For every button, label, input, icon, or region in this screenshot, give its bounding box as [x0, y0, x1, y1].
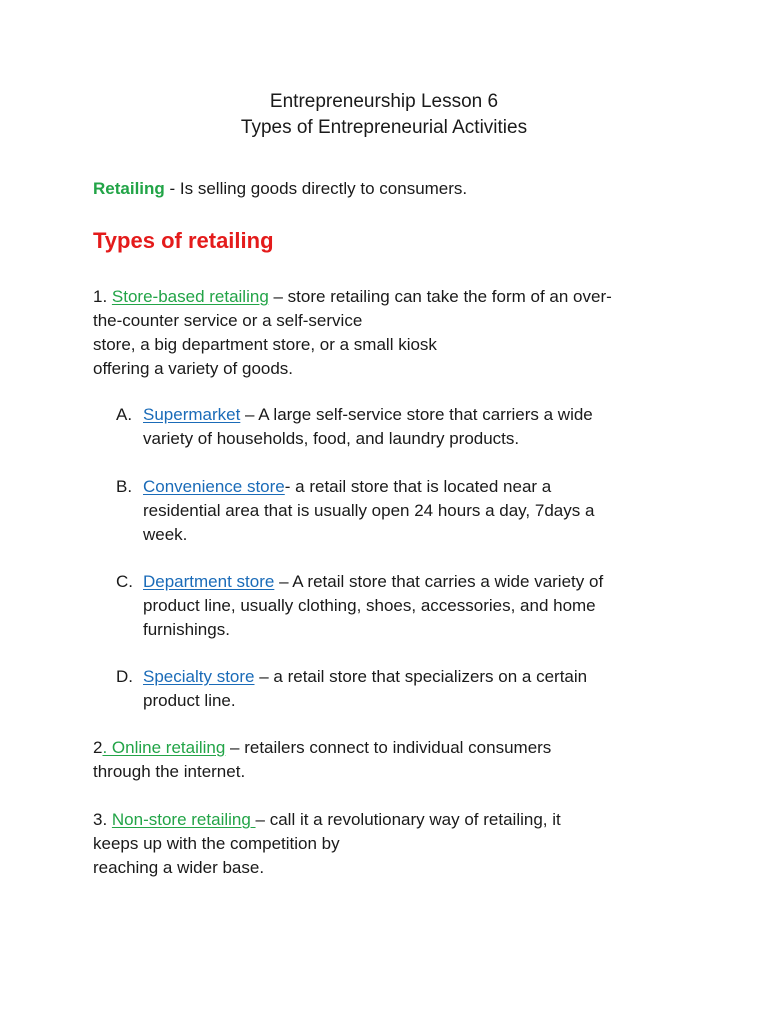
- list-item-department-store: [143, 570, 703, 642]
- item-1-line-3: store, a big department store, or a small kiosk: [93, 335, 437, 354]
- item-3-line-1: [93, 808, 561, 832]
- item-3-line-3: reaching a wider base.: [93, 858, 265, 877]
- item-1-line-2: the-counter service or a self-service: [93, 311, 363, 330]
- list-item-convenience-store: [143, 475, 703, 547]
- item-2-number: 2: [93, 738, 103, 757]
- list-marker-a: A.: [116, 405, 133, 424]
- list-marker-d: D.: [116, 667, 133, 686]
- online-retailing-link[interactable]: . Online retailing: [102, 738, 226, 757]
- section-heading: Types of retailing: [93, 228, 274, 253]
- item-1-text: – store retailing can take the form of an over-: [268, 287, 612, 306]
- item-2-line-2: through the internet.: [93, 762, 246, 781]
- list-marker-b: B.: [116, 477, 133, 496]
- retailing-definition: [93, 177, 467, 201]
- item-2-line-1: [93, 736, 551, 760]
- list-marker-c: C.: [116, 572, 133, 591]
- definition-term: Retailing: [93, 179, 165, 198]
- title-line-1: Entrepreneurship Lesson 6: [269, 91, 499, 112]
- item-3-number: 3.: [93, 810, 112, 829]
- store-based-retailing-link[interactable]: Store-based retailing: [111, 287, 269, 306]
- item-1-number: 1.: [93, 287, 112, 306]
- supermarket-link[interactable]: Supermarket: [143, 405, 241, 424]
- document-title: [0, 89, 768, 141]
- convenience-store-text-2: residential area that is usually open 24 hours a day, 7days a: [143, 501, 595, 520]
- department-store-link[interactable]: Department store: [143, 572, 275, 591]
- department-store-text-1: – A retail store that carries a wide variety of: [274, 572, 604, 591]
- list-item-supermarket: [143, 403, 703, 451]
- department-store-text-3: furnishings.: [143, 620, 230, 639]
- specialty-store-text-1: – a retail store that specializers on a certain: [254, 667, 588, 686]
- non-store-retailing-link[interactable]: Non-store retailing: [111, 810, 256, 829]
- definition-text: - Is selling goods directly to consumers.: [164, 179, 468, 198]
- item-2-text: – retailers connect to individual consumers: [225, 738, 552, 757]
- item-1-line-4: offering a variety of goods.: [93, 359, 294, 378]
- item-1-line-1: [93, 285, 612, 309]
- department-store-text-2: product line, usually clothing, shoes, accessories, and home: [143, 596, 596, 615]
- item-3-text: – call it a revolutionary way of retailing, it: [255, 810, 561, 829]
- title-line-2: Types of Entrepreneurial Activities: [240, 117, 528, 138]
- specialty-store-link[interactable]: Specialty store: [143, 667, 255, 686]
- supermarket-text-1: – A large self-service store that carriers a wide: [240, 405, 593, 424]
- supermarket-text-2: variety of households, food, and laundry products.: [143, 429, 520, 448]
- specialty-store-text-2: product line.: [143, 691, 236, 710]
- convenience-store-text-3: week.: [143, 525, 188, 544]
- convenience-store-text-1: - a retail store that is located near a: [284, 477, 552, 496]
- list-item-specialty-store: [143, 665, 703, 713]
- convenience-store-link[interactable]: Convenience store: [143, 477, 285, 496]
- item-3-line-2: keeps up with the competition by: [93, 834, 340, 853]
